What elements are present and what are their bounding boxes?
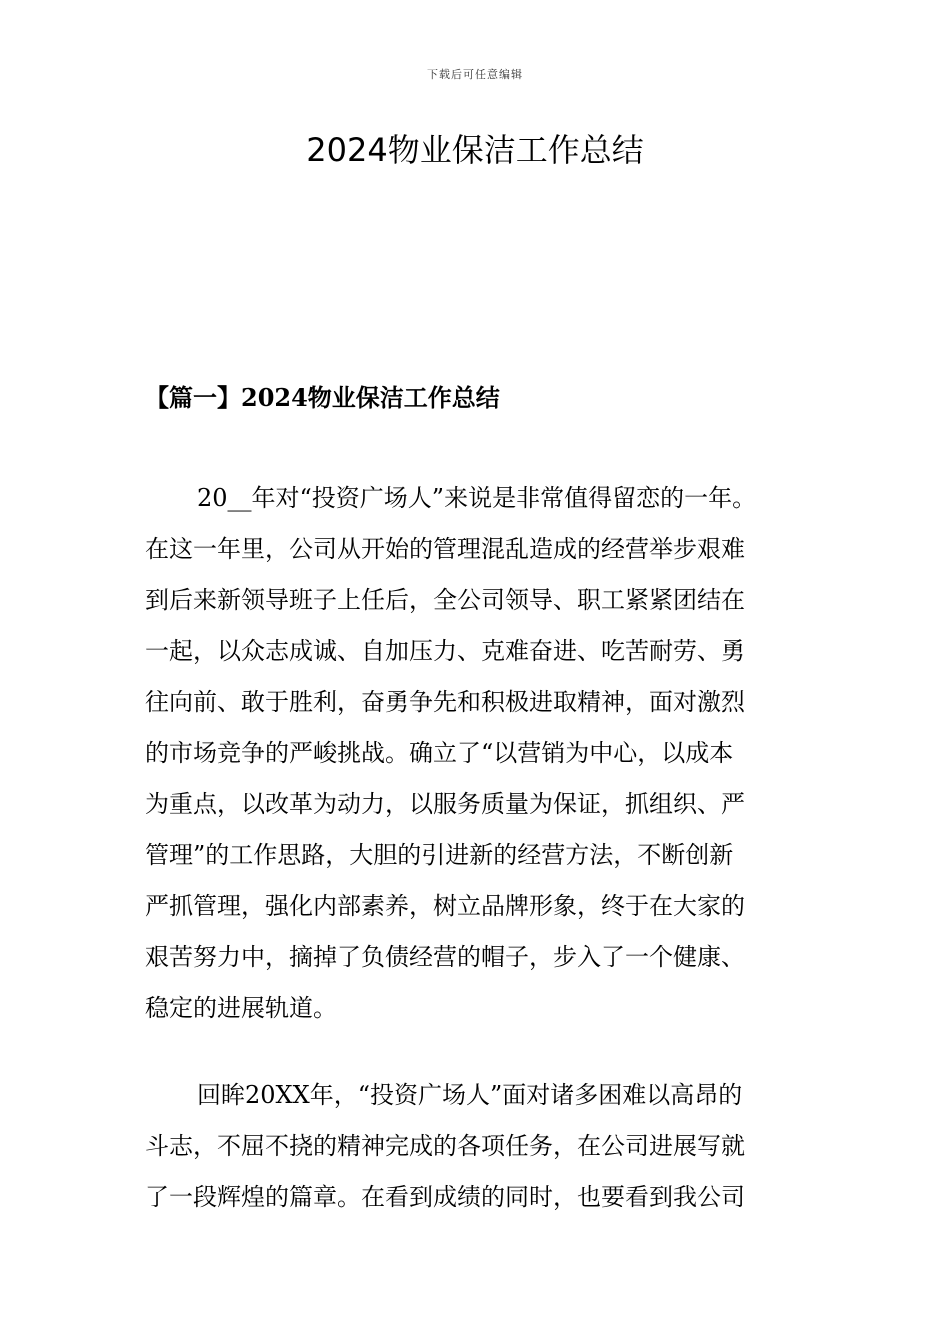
paragraph-line: 往向前、敢于胜利，奋勇争先和积极进取精神，面对激烈 bbox=[145, 688, 745, 716]
paragraph-1 bbox=[145, 473, 815, 1034]
paragraph-line: 管理”的工作思路，大胆的引进新的经营方法，不断创新 bbox=[145, 841, 734, 869]
section-heading: 【篇一】2024物业保洁工作总结 bbox=[145, 383, 500, 412]
paragraph-line: 到后来新领导班子上任后，全公司领导、职工紧紧团结在 bbox=[145, 586, 745, 614]
paragraph-line: 艰苦努力中，摘掉了负债经营的帽子，步入了一个健康、 bbox=[145, 943, 745, 971]
paragraph-line: 稳定的进展轨道。 bbox=[145, 994, 337, 1022]
header-note: 下载后可任意编辑 bbox=[427, 68, 523, 81]
paragraph-line: 回眸20XX年，“投资广场人”面对诸多困难以高昂的 bbox=[197, 1081, 743, 1109]
paragraph-line: 的市场竞争的严峻挑战。确立了“以营销为中心，以成本 bbox=[145, 739, 734, 767]
paragraph-line: 20__年对“投资广场人”来说是非常值得留恋的一年。 bbox=[197, 484, 757, 512]
paragraph-line: 了一段辉煌的篇章。在看到成绩的同时，也要看到我公司 bbox=[145, 1183, 745, 1211]
paragraph-line: 严抓管理，强化内部素养，树立品牌形象，终于在大家的 bbox=[145, 892, 745, 920]
document-title: 2024物业保洁工作总结 bbox=[306, 131, 644, 169]
paragraph-2 bbox=[145, 1070, 815, 1223]
paragraph-line: 在这一年里，公司从开始的管理混乱造成的经营举步艰难 bbox=[145, 535, 745, 563]
paragraph-line: 斗志，不屈不挠的精神完成的各项任务，在公司进展写就 bbox=[145, 1132, 745, 1160]
paragraph-line: 为重点，以改革为动力，以服务质量为保证，抓组织、严 bbox=[145, 790, 745, 818]
paragraph-line: 一起，以众志成诚、自加压力、克难奋进、吃苦耐劳、勇 bbox=[145, 637, 745, 665]
